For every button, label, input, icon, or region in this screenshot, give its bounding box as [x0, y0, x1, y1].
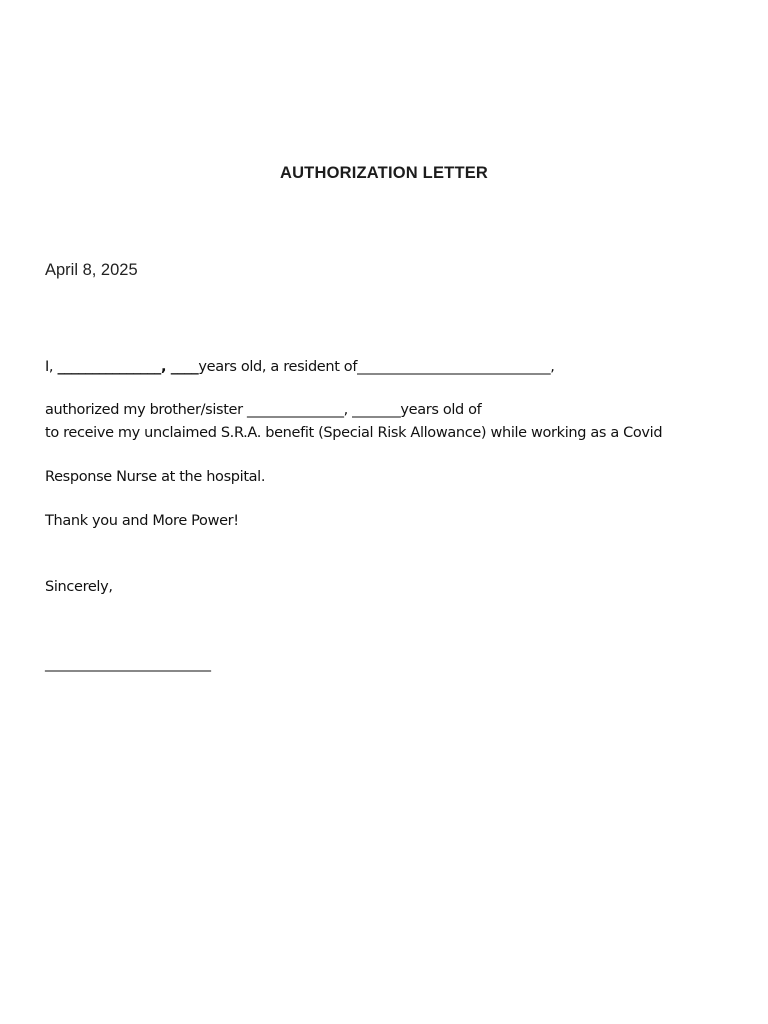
purpose-line: to receive my unclaimed S.R.A. benefit (Special Risk Allowance) while working as a Covid	[45, 425, 663, 441]
resident-text: years old, a resident of____________________________,	[198, 359, 555, 375]
closing-text: Sincerely,	[45, 579, 113, 595]
authorized-person-line: authorized my brother/sister ______________, _______years old of	[45, 402, 482, 418]
thanks-line: Thank you and More Power!	[45, 513, 239, 529]
purpose-continuation-line: Response Nurse at the hospital.	[45, 469, 266, 485]
letter-date: April 8, 2025	[45, 261, 138, 279]
signature-line: ________________________	[45, 656, 211, 672]
name-age-blanks: _______________, ____	[57, 359, 199, 375]
authorizer-prefix: I,	[45, 359, 58, 375]
letter-title: AUTHORIZATION LETTER	[279, 164, 489, 182]
authorizer-line	[45, 359, 555, 375]
